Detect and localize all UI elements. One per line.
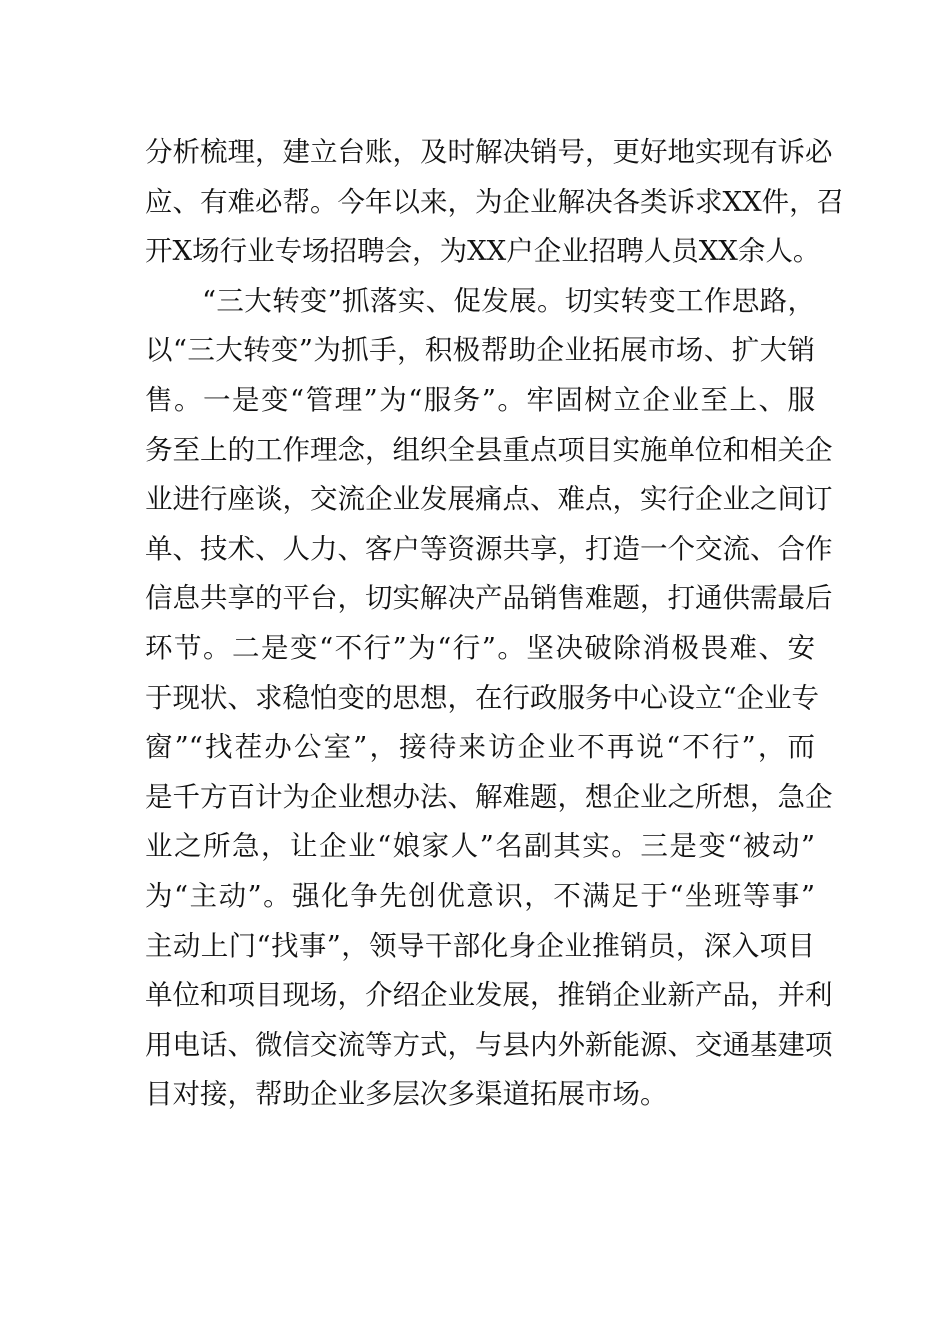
text-line: 为“主动”。强化争先创优意识，不满足于“坐班等事”: [145, 879, 815, 912]
text-line: 应、有难必帮。今年以来，为企业解决各类诉求XX件，召: [145, 185, 845, 218]
paragraph-first-line: “三大转变”抓落实、促发展。切实转变工作思路，: [202, 284, 815, 317]
text-line: 售。一是变“管理”为“服务”。牢固树立企业至上、服: [145, 383, 815, 416]
text-line: 单位和项目现场，介绍企业发展，推销企业新产品，并利: [145, 979, 833, 1012]
text-line: 开X场行业专场招聘会，为XX户企业招聘人员XX余人。: [145, 235, 821, 268]
body-text: [145, 128, 845, 1120]
text-line: 窗”“找茬办公室”，接待来访企业不再说“不行”，而: [145, 731, 815, 764]
text-line: 业进行座谈，交流企业发展痛点、难点，实行企业之间订: [145, 483, 833, 516]
text-line: 务至上的工作理念，组织全县重点项目实施单位和相关企: [145, 433, 833, 466]
text-line: 用电话、微信交流等方式，与县内外新能源、交通基建项: [145, 1028, 833, 1061]
text-line: 目对接，帮助企业多层次多渠道拓展市场。: [145, 1078, 668, 1111]
text-line: 信息共享的平台，切实解决产品销售难题，打通供需最后: [145, 582, 833, 615]
text-line: 以“三大转变”为抓手，积极帮助企业拓展市场、扩大销: [145, 334, 815, 367]
text-line: 于现状、求稳怕变的思想，在行政服务中心设立“企业专: [145, 681, 820, 714]
text-line: 单、技术、人力、客户等资源共享，打造一个交流、合作: [145, 532, 833, 565]
text-line: 环节。二是变“不行”为“行”。坚决破除消极畏难、安: [145, 631, 815, 664]
text-line: 主动上门“找事”，领导干部化身企业推销员，深入项目: [145, 929, 815, 962]
text-line: 是千方百计为企业想办法、解难题，想企业之所想，急企: [145, 780, 833, 813]
text-line: 分析梳理，建立台账，及时解决销号，更好地实现有诉必: [145, 136, 833, 168]
text-line: 业之所急，让企业“娘家人”名副其实。三是变“被动”: [145, 830, 815, 863]
